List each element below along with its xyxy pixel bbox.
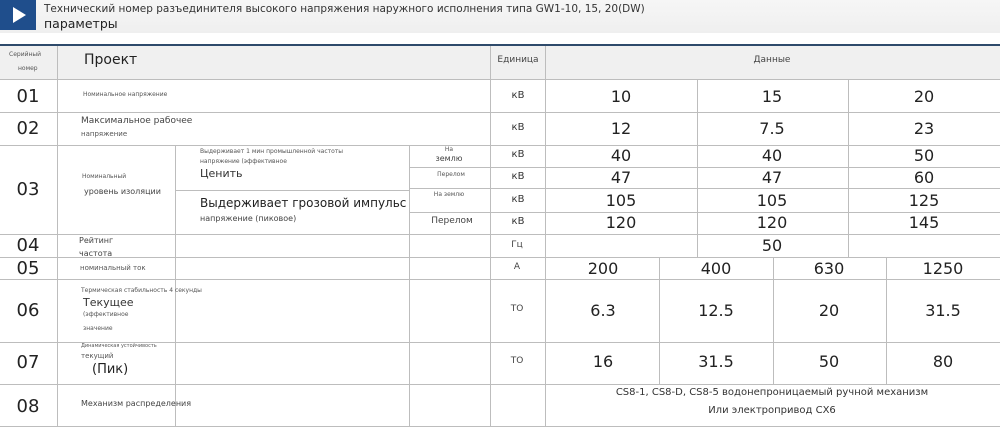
row-item: уровень изоляции bbox=[84, 187, 161, 196]
sub-item: Выдерживает грозовой импульс bbox=[200, 196, 407, 210]
data-cell: 16 bbox=[592, 352, 614, 371]
row-item: Максимальное рабочее bbox=[81, 116, 193, 126]
data-cell: 80 bbox=[932, 352, 954, 371]
row-unit: А bbox=[513, 262, 521, 272]
data-cell: 10 bbox=[610, 87, 632, 106]
row-number: 06 bbox=[16, 300, 40, 321]
row-number: 03 bbox=[16, 179, 40, 200]
row-unit: ТО bbox=[510, 304, 524, 314]
data-cell: 31.5 bbox=[698, 352, 734, 371]
row-unit: ТО bbox=[510, 356, 524, 366]
data-cell: 60 bbox=[913, 168, 935, 187]
row-item: Номинальный bbox=[82, 173, 127, 180]
data-cell: 20 bbox=[913, 87, 935, 106]
sub-type: На землю bbox=[433, 191, 465, 198]
data-cell: 6.3 bbox=[590, 301, 616, 320]
data-cell: 120 bbox=[605, 213, 637, 232]
col-header-project: Проект bbox=[84, 52, 138, 68]
row-number: 05 bbox=[16, 258, 40, 279]
sub-item: Ценить bbox=[200, 167, 243, 180]
row-unit: кВ bbox=[511, 149, 525, 160]
sub-type: землю bbox=[435, 154, 463, 163]
row-item: частота bbox=[79, 249, 113, 258]
data-cell: 105 bbox=[756, 191, 788, 210]
data-cell: 50 bbox=[818, 352, 840, 371]
data-cell: 31.5 bbox=[925, 301, 961, 320]
row-item: (эффективное bbox=[83, 311, 129, 318]
data-cell: 20 bbox=[818, 301, 840, 320]
row-item: Номинальное напряжение bbox=[83, 91, 168, 98]
col-header-unit: Единица bbox=[497, 55, 539, 65]
play-icon bbox=[0, 0, 36, 30]
data-cell: 12 bbox=[610, 119, 632, 138]
data-cell: CS8-1, CS8-D, CS8-5 водонепроницаемый ручной механизм bbox=[615, 387, 929, 398]
page-title: Технический номер разъединителя высокого напряжения наружного исполнения типа GW1-10, 15, 20(DW) bbox=[44, 3, 645, 15]
row-number: 02 bbox=[16, 118, 40, 139]
col-header-data: Данные bbox=[753, 55, 791, 65]
data-cell: 47 bbox=[761, 168, 783, 187]
data-cell: 120 bbox=[756, 213, 788, 232]
col-header-serial: номер bbox=[18, 65, 38, 72]
row-number: 04 bbox=[16, 235, 40, 256]
row-item: значение bbox=[83, 325, 113, 332]
data-cell: 125 bbox=[908, 191, 940, 210]
row-unit: кВ bbox=[511, 194, 525, 205]
data-cell: 1250 bbox=[922, 259, 964, 278]
row-number: 01 bbox=[16, 86, 40, 107]
data-cell: 50 bbox=[913, 146, 935, 165]
row-item: Термическая стабильность 4 секунды bbox=[81, 287, 202, 294]
row-unit: кВ bbox=[511, 90, 525, 101]
data-cell: 7.5 bbox=[759, 119, 785, 138]
col-header-serial: Серийный bbox=[9, 51, 42, 58]
data-cell: 145 bbox=[908, 213, 940, 232]
data-cell: 40 bbox=[761, 146, 783, 165]
row-item: Динамическая устойчивость bbox=[81, 343, 157, 349]
row-unit: кВ bbox=[511, 216, 525, 227]
data-cell: 47 bbox=[610, 168, 632, 187]
row-number: 07 bbox=[16, 352, 40, 373]
data-cell: 40 bbox=[610, 146, 632, 165]
sub-type: На bbox=[444, 146, 454, 153]
data-cell: 400 bbox=[700, 259, 732, 278]
row-unit: кВ bbox=[511, 122, 525, 133]
data-cell: 105 bbox=[605, 191, 637, 210]
row-item: Текущее bbox=[83, 296, 134, 309]
row-item: (Пик) bbox=[92, 362, 129, 377]
data-cell: 200 bbox=[587, 259, 619, 278]
sub-item: напряжение (пиковое) bbox=[200, 214, 297, 223]
row-item: текущий bbox=[81, 352, 114, 360]
data-cell: 15 bbox=[761, 87, 783, 106]
data-cell: 23 bbox=[913, 119, 935, 138]
row-item: номинальный ток bbox=[80, 264, 146, 272]
row-item: напряжение bbox=[81, 130, 128, 138]
row-unit: Гц bbox=[511, 240, 523, 250]
row-item: Механизм распределения bbox=[81, 399, 192, 408]
sub-type: Перелом bbox=[437, 171, 465, 178]
data-cell: Или электропривод CX6 bbox=[708, 405, 836, 416]
table-top-border bbox=[0, 44, 1000, 46]
sub-type: Перелом bbox=[431, 216, 473, 226]
sub-item: напряжение (эффективное bbox=[200, 158, 287, 165]
row-item: Рейтинг bbox=[79, 236, 114, 245]
data-cell: 50 bbox=[761, 236, 783, 255]
sub-item: Выдерживает 1 мин промышленной частоты bbox=[200, 148, 344, 155]
row-unit: кВ bbox=[511, 171, 525, 182]
row-number: 08 bbox=[16, 396, 40, 417]
data-cell: 12.5 bbox=[698, 301, 734, 320]
data-cell: 630 bbox=[813, 259, 845, 278]
page-subtitle: параметры bbox=[44, 16, 118, 31]
